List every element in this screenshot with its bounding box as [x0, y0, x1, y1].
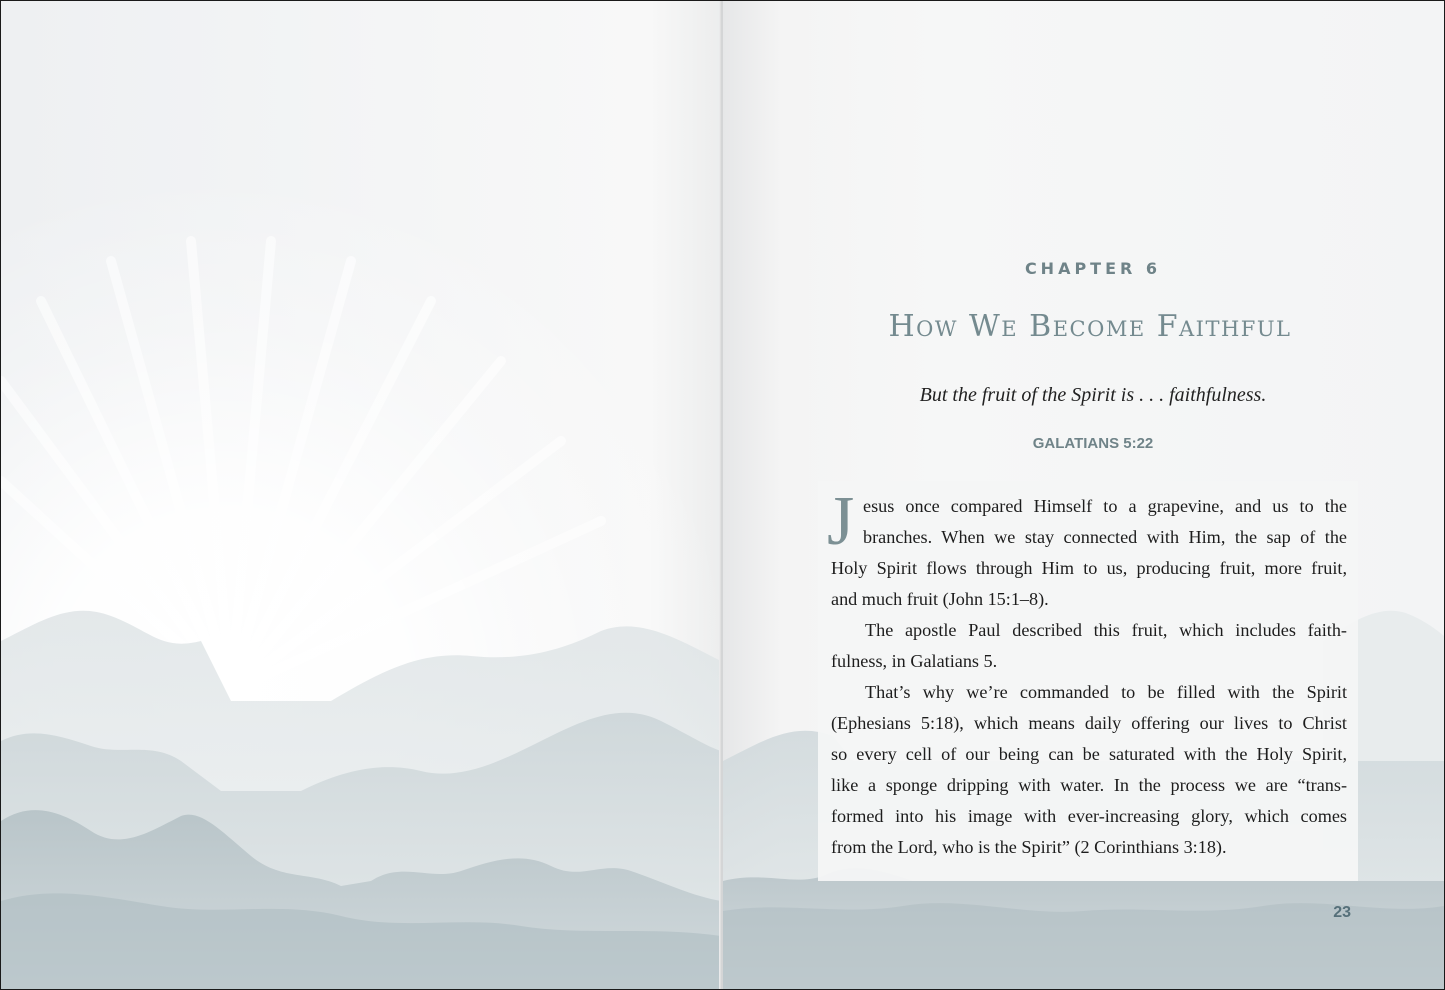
body-line: (Ephesians 5:18), which means daily offering our lives to Christ — [831, 713, 1347, 733]
right-page — [723, 1, 1444, 989]
epigraph-quote: But the fruit of the Spirit is . . . faithfulness. — [919, 384, 1267, 406]
body-line: The apostle Paul described this fruit, which includes faith- — [865, 620, 1347, 640]
body-line: branches. When we stay connected with Him, the sap of the — [863, 527, 1347, 547]
body-line: like a sponge dripping with water. In the process we are “trans- — [831, 775, 1347, 795]
body-line: from the Lord, who is the Spirit” (2 Corinthians 3:18). — [831, 837, 1227, 857]
epigraph-reference: GALATIANS 5:22 — [1032, 435, 1154, 452]
body-line: formed into his image with ever-increasing glory, which comes — [831, 806, 1347, 826]
sunrise-illustration — [1, 1, 721, 989]
page-number: 23 — [1333, 904, 1351, 921]
chapter-body — [831, 491, 1347, 863]
body-line: esus once compared Himself to a grapevine, and us to the — [863, 496, 1347, 516]
left-page — [1, 1, 721, 989]
body-line: and much fruit (John 15:1–8). — [831, 589, 1049, 609]
chapter-title: How We Become Faithful — [888, 309, 1292, 344]
body-line: fulness, in Galatians 5. — [831, 651, 998, 671]
body-line: Holy Spirit flows through Him to us, producing fruit, more fruit, — [831, 558, 1347, 578]
drop-cap: J — [827, 483, 855, 560]
body-line: That’s why we’re commanded to be filled with the Spirit — [865, 682, 1347, 702]
chapter-label: CHAPTER 6 — [1024, 259, 1162, 278]
body-line: so every cell of our being can be saturated with the Holy Spirit, — [831, 744, 1347, 764]
